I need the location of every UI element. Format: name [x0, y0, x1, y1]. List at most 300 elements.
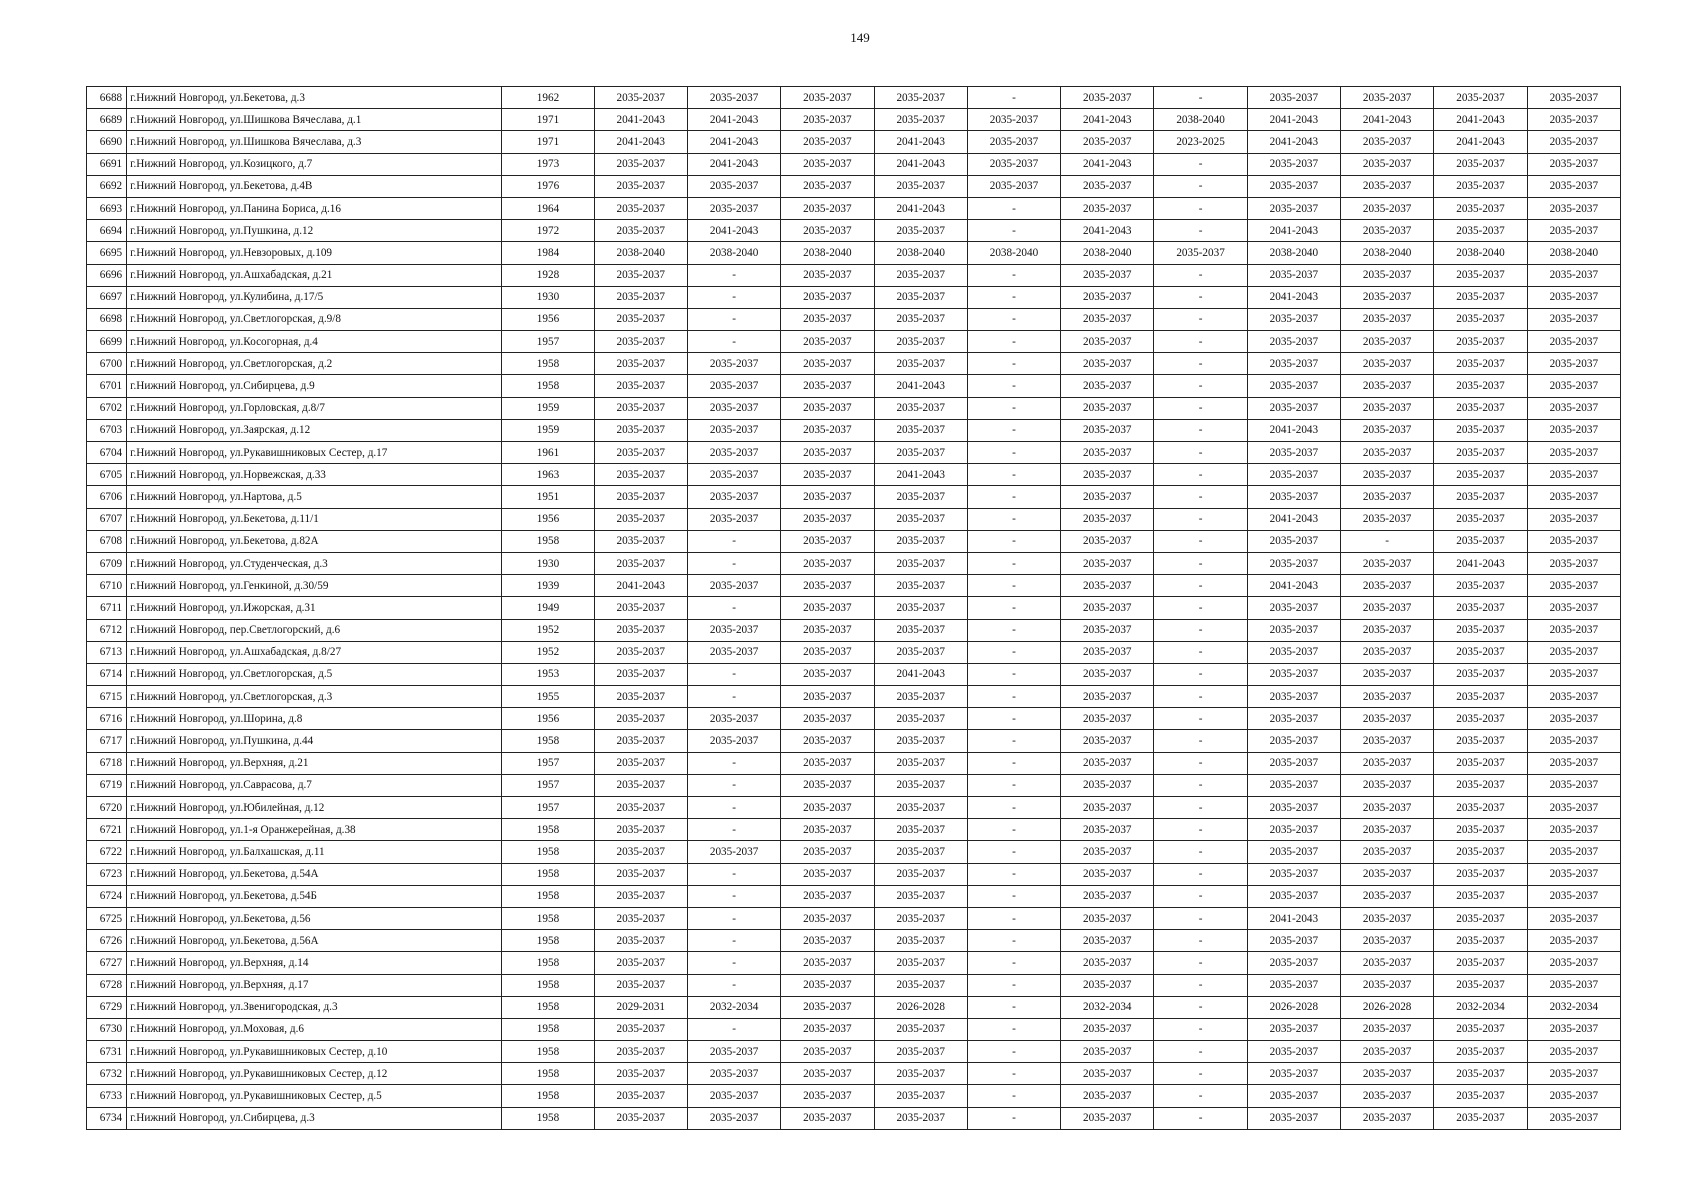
period-cell-10: 2035-2037	[1434, 863, 1527, 885]
period-cell-2: -	[687, 863, 780, 885]
period-cell-10: 2035-2037	[1434, 1063, 1527, 1085]
period-cell-10: 2035-2037	[1434, 797, 1527, 819]
row-number-cell: 6727	[87, 952, 127, 974]
period-cell-11: 2035-2037	[1527, 1085, 1620, 1107]
period-cell-11: 2035-2037	[1527, 885, 1620, 907]
period-cell-5: -	[967, 619, 1060, 641]
period-cell-11: 2035-2037	[1527, 87, 1620, 109]
period-cell-5: -	[967, 464, 1060, 486]
period-cell-2: -	[687, 552, 780, 574]
year-built-cell: 1958	[502, 996, 594, 1018]
row-number-cell: 6705	[87, 464, 127, 486]
period-cell-9: 2035-2037	[1341, 552, 1434, 574]
period-cell-4: 2041-2043	[874, 131, 967, 153]
period-cell-7: -	[1154, 730, 1247, 752]
row-number-cell: 6726	[87, 930, 127, 952]
period-cell-4: 2038-2040	[874, 242, 967, 264]
period-cell-2: 2035-2037	[687, 375, 780, 397]
period-cell-1: 2035-2037	[594, 641, 687, 663]
period-cell-8: 2035-2037	[1247, 1041, 1340, 1063]
period-cell-11: 2035-2037	[1527, 486, 1620, 508]
period-cell-1: 2035-2037	[594, 331, 687, 353]
period-cell-7: -	[1154, 619, 1247, 641]
period-cell-8: 2035-2037	[1247, 153, 1340, 175]
period-cell-6: 2035-2037	[1061, 442, 1154, 464]
period-cell-7: -	[1154, 175, 1247, 197]
row-number-cell: 6697	[87, 286, 127, 308]
period-cell-4: 2035-2037	[874, 952, 967, 974]
period-cell-2: 2041-2043	[687, 109, 780, 131]
period-cell-11: 2035-2037	[1527, 797, 1620, 819]
period-cell-5: -	[967, 442, 1060, 464]
period-cell-5: -	[967, 1018, 1060, 1040]
period-cell-9: 2035-2037	[1341, 1018, 1434, 1040]
period-cell-4: 2035-2037	[874, 930, 967, 952]
row-number-cell: 6719	[87, 774, 127, 796]
address-cell: г.Нижний Новгород, ул.Рукавишниковых Сестер, д.10	[127, 1041, 502, 1063]
period-cell-7: -	[1154, 663, 1247, 685]
period-cell-10: 2035-2037	[1434, 397, 1527, 419]
row-number-cell: 6722	[87, 841, 127, 863]
period-cell-11: 2035-2037	[1527, 552, 1620, 574]
period-cell-2: -	[687, 907, 780, 929]
period-cell-9: 2035-2037	[1341, 819, 1434, 841]
period-cell-9: 2035-2037	[1341, 708, 1434, 730]
period-cell-7: -	[1154, 1107, 1247, 1129]
period-cell-9: 2035-2037	[1341, 974, 1434, 996]
period-cell-1: 2035-2037	[594, 442, 687, 464]
table-row	[87, 1063, 1621, 1085]
table-row	[87, 397, 1621, 419]
period-cell-7: -	[1154, 552, 1247, 574]
period-cell-7: -	[1154, 220, 1247, 242]
period-cell-9: 2035-2037	[1341, 464, 1434, 486]
period-cell-4: 2035-2037	[874, 331, 967, 353]
address-cell: г.Нижний Новгород, ул.Светлогорская, д.5	[127, 663, 502, 685]
period-cell-2: -	[687, 885, 780, 907]
period-cell-3: 2035-2037	[781, 397, 874, 419]
period-cell-7: -	[1154, 153, 1247, 175]
period-cell-8: 2035-2037	[1247, 619, 1340, 641]
address-cell: г.Нижний Новгород, ул.Бекетова, д.56А	[127, 930, 502, 952]
year-built-cell: 1964	[502, 197, 594, 219]
period-cell-3: 2035-2037	[781, 974, 874, 996]
period-cell-11: 2035-2037	[1527, 464, 1620, 486]
period-cell-1: 2035-2037	[594, 1107, 687, 1129]
address-cell: г.Нижний Новгород, ул.Ашхабадская, д.21	[127, 264, 502, 286]
period-cell-9: 2035-2037	[1341, 930, 1434, 952]
period-cell-6: 2035-2037	[1061, 375, 1154, 397]
period-cell-7: -	[1154, 464, 1247, 486]
period-cell-8: 2041-2043	[1247, 907, 1340, 929]
period-cell-7: -	[1154, 331, 1247, 353]
period-cell-10: 2035-2037	[1434, 752, 1527, 774]
period-cell-2: -	[687, 331, 780, 353]
year-built-cell: 1958	[502, 952, 594, 974]
period-cell-7: -	[1154, 1041, 1247, 1063]
period-cell-10: 2035-2037	[1434, 885, 1527, 907]
period-cell-1: 2035-2037	[594, 175, 687, 197]
period-cell-3: 2035-2037	[781, 87, 874, 109]
year-built-cell: 1959	[502, 397, 594, 419]
row-number-cell: 6721	[87, 819, 127, 841]
period-cell-7: -	[1154, 952, 1247, 974]
table-row	[87, 197, 1621, 219]
period-cell-2: 2035-2037	[687, 397, 780, 419]
year-built-cell: 1952	[502, 641, 594, 663]
period-cell-7: -	[1154, 197, 1247, 219]
address-cell: г.Нижний Новгород, ул.Балхашская, д.11	[127, 841, 502, 863]
period-cell-2: -	[687, 774, 780, 796]
row-number-cell: 6730	[87, 1018, 127, 1040]
page-number: 149	[850, 30, 870, 45]
period-cell-5: -	[967, 552, 1060, 574]
period-cell-3: 2035-2037	[781, 641, 874, 663]
period-cell-1: 2035-2037	[594, 353, 687, 375]
period-cell-10: 2035-2037	[1434, 508, 1527, 530]
address-cell: г.Нижний Новгород, ул.Саврасова, д.7	[127, 774, 502, 796]
period-cell-8: 2035-2037	[1247, 486, 1340, 508]
period-cell-10: 2035-2037	[1434, 353, 1527, 375]
period-cell-10: 2035-2037	[1434, 375, 1527, 397]
period-cell-10: 2035-2037	[1434, 708, 1527, 730]
period-cell-3: 2035-2037	[781, 730, 874, 752]
period-cell-10: 2041-2043	[1434, 131, 1527, 153]
period-cell-2: 2041-2043	[687, 220, 780, 242]
year-built-cell: 1958	[502, 1063, 594, 1085]
period-cell-5: -	[967, 730, 1060, 752]
year-built-cell: 1939	[502, 575, 594, 597]
period-cell-8: 2041-2043	[1247, 419, 1340, 441]
period-cell-3: 2035-2037	[781, 286, 874, 308]
period-cell-1: 2035-2037	[594, 686, 687, 708]
table-row	[87, 286, 1621, 308]
period-cell-4: 2035-2037	[874, 686, 967, 708]
period-cell-9: 2035-2037	[1341, 508, 1434, 530]
year-built-cell: 1972	[502, 220, 594, 242]
period-cell-1: 2035-2037	[594, 708, 687, 730]
period-cell-4: 2035-2037	[874, 619, 967, 641]
period-cell-7: -	[1154, 530, 1247, 552]
period-cell-8: 2035-2037	[1247, 952, 1340, 974]
period-cell-1: 2035-2037	[594, 841, 687, 863]
period-cell-7: -	[1154, 885, 1247, 907]
period-cell-3: 2035-2037	[781, 1041, 874, 1063]
period-cell-11: 2035-2037	[1527, 930, 1620, 952]
period-cell-4: 2035-2037	[874, 353, 967, 375]
period-cell-4: 2035-2037	[874, 286, 967, 308]
period-cell-10: 2035-2037	[1434, 419, 1527, 441]
period-cell-10: 2035-2037	[1434, 331, 1527, 353]
period-cell-11: 2035-2037	[1527, 774, 1620, 796]
period-cell-9: 2035-2037	[1341, 730, 1434, 752]
period-cell-1: 2035-2037	[594, 419, 687, 441]
address-cell: г.Нижний Новгород, ул.Шорина, д.8	[127, 708, 502, 730]
period-cell-4: 2035-2037	[874, 774, 967, 796]
period-cell-4: 2035-2037	[874, 797, 967, 819]
period-cell-7: -	[1154, 708, 1247, 730]
table-row	[87, 308, 1621, 330]
period-cell-7: -	[1154, 686, 1247, 708]
period-cell-2: 2035-2037	[687, 619, 780, 641]
period-cell-6: 2035-2037	[1061, 1085, 1154, 1107]
address-cell: г.Нижний Новгород, ул.Генкиной, д.30/59	[127, 575, 502, 597]
period-cell-10: 2035-2037	[1434, 619, 1527, 641]
period-cell-8: 2035-2037	[1247, 797, 1340, 819]
period-cell-1: 2035-2037	[594, 264, 687, 286]
row-number-cell: 6724	[87, 885, 127, 907]
period-cell-4: 2035-2037	[874, 708, 967, 730]
period-cell-10: 2032-2034	[1434, 996, 1527, 1018]
year-built-cell: 1955	[502, 686, 594, 708]
period-cell-1: 2035-2037	[594, 774, 687, 796]
period-cell-5: -	[967, 708, 1060, 730]
year-built-cell: 1958	[502, 375, 594, 397]
table-row	[87, 464, 1621, 486]
period-cell-2: -	[687, 819, 780, 841]
period-cell-1: 2035-2037	[594, 464, 687, 486]
period-cell-9: 2035-2037	[1341, 1107, 1434, 1129]
period-cell-6: 2035-2037	[1061, 641, 1154, 663]
address-cell: г.Нижний Новгород, ул.Ашхабадская, д.8/27	[127, 641, 502, 663]
row-number-cell: 6694	[87, 220, 127, 242]
address-cell: г.Нижний Новгород, ул.Бекетова, д.82А	[127, 530, 502, 552]
period-cell-8: 2035-2037	[1247, 175, 1340, 197]
period-cell-10: 2035-2037	[1434, 1018, 1527, 1040]
period-cell-5: -	[967, 907, 1060, 929]
period-cell-4: 2041-2043	[874, 375, 967, 397]
address-cell: г.Нижний Новгород, ул.Невзоровых, д.109	[127, 242, 502, 264]
address-cell: г.Нижний Новгород, ул.Кулибина, д.17/5	[127, 286, 502, 308]
period-cell-6: 2041-2043	[1061, 109, 1154, 131]
period-cell-1: 2035-2037	[594, 530, 687, 552]
year-built-cell: 1930	[502, 552, 594, 574]
address-cell: г.Нижний Новгород, ул.Бекетова, д.3	[127, 87, 502, 109]
period-cell-4: 2026-2028	[874, 996, 967, 1018]
period-cell-9: 2035-2037	[1341, 220, 1434, 242]
period-cell-7: -	[1154, 1085, 1247, 1107]
period-cell-1: 2035-2037	[594, 952, 687, 974]
period-cell-4: 2035-2037	[874, 220, 967, 242]
period-cell-2: -	[687, 752, 780, 774]
period-cell-2: 2032-2034	[687, 996, 780, 1018]
period-cell-7: -	[1154, 486, 1247, 508]
period-cell-2: 2035-2037	[687, 442, 780, 464]
period-cell-4: 2035-2037	[874, 885, 967, 907]
table-row	[87, 1041, 1621, 1063]
period-cell-6: 2035-2037	[1061, 708, 1154, 730]
period-cell-6: 2032-2034	[1061, 996, 1154, 1018]
period-cell-3: 2035-2037	[781, 597, 874, 619]
table-row	[87, 109, 1621, 131]
period-cell-2: 2035-2037	[687, 197, 780, 219]
address-cell: г.Нижний Новгород, ул.Рукавишниковых Сестер, д.17	[127, 442, 502, 464]
year-built-cell: 1976	[502, 175, 594, 197]
period-cell-3: 2035-2037	[781, 442, 874, 464]
period-cell-5: -	[967, 419, 1060, 441]
address-cell: г.Нижний Новгород, ул.Рукавишниковых Сестер, д.5	[127, 1085, 502, 1107]
period-cell-1: 2041-2043	[594, 131, 687, 153]
period-cell-4: 2035-2037	[874, 87, 967, 109]
year-built-cell: 1958	[502, 1041, 594, 1063]
period-cell-2: 2041-2043	[687, 131, 780, 153]
period-cell-1: 2035-2037	[594, 885, 687, 907]
period-cell-6: 2035-2037	[1061, 464, 1154, 486]
year-built-cell: 1963	[502, 464, 594, 486]
period-cell-10: 2035-2037	[1434, 1107, 1527, 1129]
period-cell-7: 2035-2037	[1154, 242, 1247, 264]
period-cell-6: 2035-2037	[1061, 1107, 1154, 1129]
period-cell-5: -	[967, 1085, 1060, 1107]
year-built-cell: 1958	[502, 885, 594, 907]
row-number-cell: 6716	[87, 708, 127, 730]
period-cell-8: 2035-2037	[1247, 930, 1340, 952]
period-cell-10: 2035-2037	[1434, 841, 1527, 863]
period-cell-6: 2041-2043	[1061, 220, 1154, 242]
year-built-cell: 1958	[502, 530, 594, 552]
period-cell-1: 2035-2037	[594, 752, 687, 774]
period-cell-11: 2032-2034	[1527, 996, 1620, 1018]
period-cell-8: 2038-2040	[1247, 242, 1340, 264]
period-cell-11: 2035-2037	[1527, 907, 1620, 929]
period-cell-4: 2035-2037	[874, 419, 967, 441]
period-cell-2: 2041-2043	[687, 153, 780, 175]
period-cell-4: 2035-2037	[874, 863, 967, 885]
period-cell-9: 2035-2037	[1341, 397, 1434, 419]
period-cell-7: 2038-2040	[1154, 109, 1247, 131]
period-cell-6: 2035-2037	[1061, 308, 1154, 330]
period-cell-9: 2035-2037	[1341, 87, 1434, 109]
period-cell-9: 2035-2037	[1341, 752, 1434, 774]
table-row	[87, 175, 1621, 197]
table-row	[87, 508, 1621, 530]
period-cell-4: 2035-2037	[874, 508, 967, 530]
address-cell: г.Нижний Новгород, ул.Косогорная, д.4	[127, 331, 502, 353]
period-cell-11: 2035-2037	[1527, 641, 1620, 663]
period-cell-8: 2035-2037	[1247, 197, 1340, 219]
table-row	[87, 797, 1621, 819]
period-cell-5: -	[967, 486, 1060, 508]
row-number-cell: 6723	[87, 863, 127, 885]
period-cell-6: 2038-2040	[1061, 242, 1154, 264]
row-number-cell: 6699	[87, 331, 127, 353]
period-cell-7: -	[1154, 508, 1247, 530]
table-row	[87, 952, 1621, 974]
period-cell-11: 2035-2037	[1527, 575, 1620, 597]
period-cell-10: 2035-2037	[1434, 486, 1527, 508]
period-cell-6: 2035-2037	[1061, 619, 1154, 641]
period-cell-3: 2035-2037	[781, 109, 874, 131]
row-number-cell: 6695	[87, 242, 127, 264]
address-cell: г.Нижний Новгород, ул.Студенческая, д.3	[127, 552, 502, 574]
period-cell-4: 2035-2037	[874, 1018, 967, 1040]
period-cell-3: 2038-2040	[781, 242, 874, 264]
period-cell-6: 2035-2037	[1061, 774, 1154, 796]
period-cell-2: 2035-2037	[687, 1085, 780, 1107]
row-number-cell: 6714	[87, 663, 127, 685]
period-cell-9: 2038-2040	[1341, 242, 1434, 264]
row-number-cell: 6707	[87, 508, 127, 530]
period-cell-5: -	[967, 974, 1060, 996]
period-cell-7: -	[1154, 308, 1247, 330]
table-row	[87, 153, 1621, 175]
period-cell-3: 2035-2037	[781, 885, 874, 907]
address-cell: г.Нижний Новгород, ул.Бекетова, д.11/1	[127, 508, 502, 530]
period-cell-5: -	[967, 508, 1060, 530]
address-cell: г.Нижний Новгород, ул.Звенигородская, д.3	[127, 996, 502, 1018]
period-cell-10: 2035-2037	[1434, 308, 1527, 330]
period-cell-9: 2035-2037	[1341, 774, 1434, 796]
period-cell-6: 2035-2037	[1061, 885, 1154, 907]
row-number-cell: 6704	[87, 442, 127, 464]
row-number-cell: 6696	[87, 264, 127, 286]
period-cell-6: 2035-2037	[1061, 663, 1154, 685]
period-cell-5: -	[967, 530, 1060, 552]
address-cell: г.Нижний Новгород, ул.Шишкова Вячеслава, д.1	[127, 109, 502, 131]
table-row	[87, 375, 1621, 397]
table-row	[87, 841, 1621, 863]
year-built-cell: 1958	[502, 819, 594, 841]
period-cell-10: 2035-2037	[1434, 530, 1527, 552]
period-cell-1: 2035-2037	[594, 907, 687, 929]
period-cell-8: 2035-2037	[1247, 530, 1340, 552]
period-cell-6: 2035-2037	[1061, 397, 1154, 419]
period-cell-9: 2035-2037	[1341, 1041, 1434, 1063]
address-cell: г.Нижний Новгород, ул.Горловская, д.8/7	[127, 397, 502, 419]
period-cell-6: 2035-2037	[1061, 974, 1154, 996]
year-built-cell: 1958	[502, 1107, 594, 1129]
period-cell-11: 2038-2040	[1527, 242, 1620, 264]
period-cell-4: 2035-2037	[874, 530, 967, 552]
period-cell-7: -	[1154, 419, 1247, 441]
period-cell-5: -	[967, 353, 1060, 375]
period-cell-1: 2035-2037	[594, 486, 687, 508]
period-cell-8: 2041-2043	[1247, 109, 1340, 131]
period-cell-1: 2035-2037	[594, 1085, 687, 1107]
period-cell-1: 2035-2037	[594, 286, 687, 308]
period-cell-9: 2035-2037	[1341, 353, 1434, 375]
period-cell-5: -	[967, 641, 1060, 663]
table-row	[87, 264, 1621, 286]
address-cell: г.Нижний Новгород, ул.Светлогорская, д.2	[127, 353, 502, 375]
period-cell-10: 2035-2037	[1434, 87, 1527, 109]
period-cell-11: 2035-2037	[1527, 375, 1620, 397]
period-cell-6: 2035-2037	[1061, 353, 1154, 375]
address-cell: г.Нижний Новгород, ул.Пушкина, д.12	[127, 220, 502, 242]
period-cell-9: 2026-2028	[1341, 996, 1434, 1018]
address-cell: г.Нижний Новгород, ул.Ижорская, д.31	[127, 597, 502, 619]
row-number-cell: 6713	[87, 641, 127, 663]
address-cell: г.Нижний Новгород, ул.Сибирцева, д.9	[127, 375, 502, 397]
period-cell-5: -	[967, 952, 1060, 974]
period-cell-2: 2035-2037	[687, 641, 780, 663]
period-cell-11: 2035-2037	[1527, 686, 1620, 708]
period-cell-6: 2035-2037	[1061, 907, 1154, 929]
period-cell-8: 2035-2037	[1247, 331, 1340, 353]
period-cell-4: 2035-2037	[874, 442, 967, 464]
period-cell-10: 2035-2037	[1434, 197, 1527, 219]
table-row	[87, 530, 1621, 552]
period-cell-8: 2035-2037	[1247, 686, 1340, 708]
period-cell-11: 2035-2037	[1527, 952, 1620, 974]
address-cell: г.Нижний Новгород, ул.Бекетова, д.54А	[127, 863, 502, 885]
period-cell-11: 2035-2037	[1527, 508, 1620, 530]
table-row	[87, 752, 1621, 774]
period-cell-6: 2035-2037	[1061, 752, 1154, 774]
period-cell-5: 2038-2040	[967, 242, 1060, 264]
row-number-cell: 6720	[87, 797, 127, 819]
period-cell-10: 2035-2037	[1434, 575, 1527, 597]
